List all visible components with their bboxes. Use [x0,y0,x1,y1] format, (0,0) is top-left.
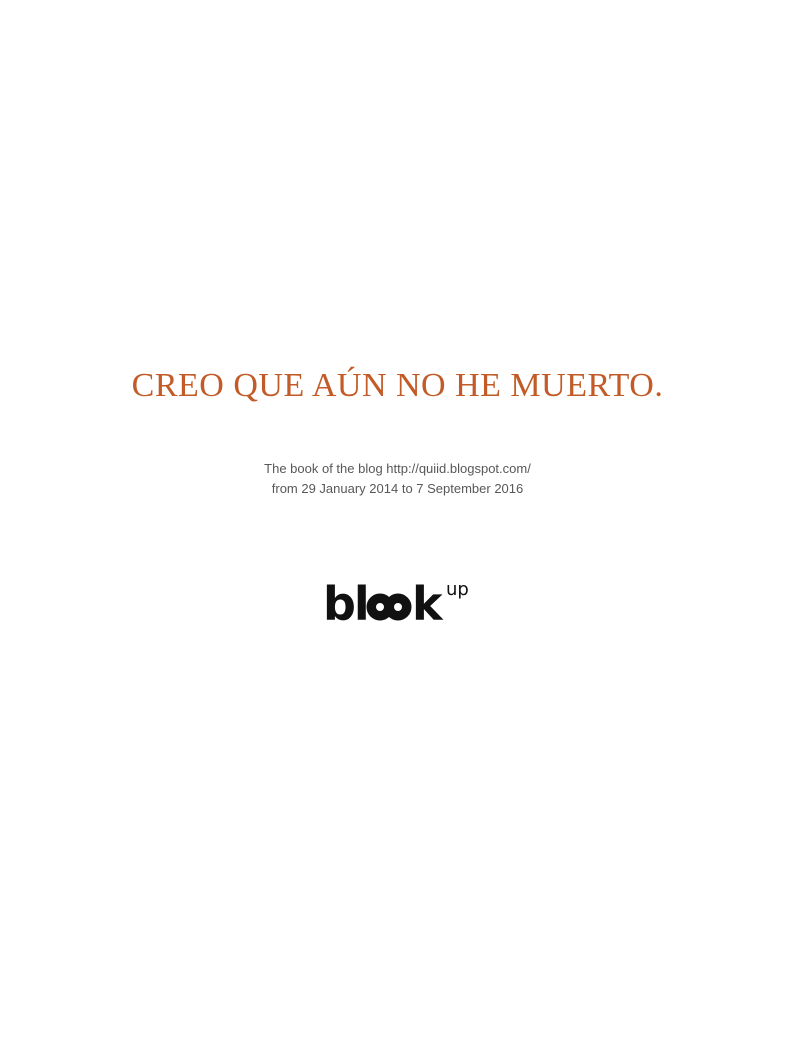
logo-text-bl: bl [322,577,368,627]
logo-superscript-up: up [445,579,469,600]
subtitle-line-2: from 29 January 2014 to 7 September 2016 [271,481,524,496]
book-subtitle [0,459,795,499]
blookup-logo-graphic [323,577,473,627]
logo-ring-right-icon [389,598,407,616]
subtitle-line-1: The book of the blog http://quiid.blogspot.com/ [264,461,531,476]
book-title: CREO QUE AÚN NO HE MUERTO. [131,366,664,404]
logo-text-k: k [411,577,443,627]
blookup-logo [0,577,795,627]
